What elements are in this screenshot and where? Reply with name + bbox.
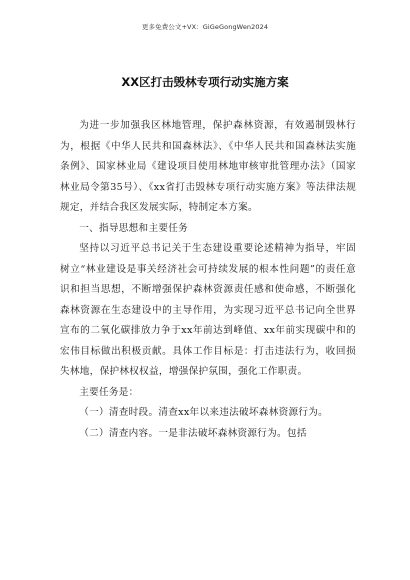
document-title: XX区打击毁林专项行动实施方案 — [121, 75, 289, 89]
document-body — [60, 116, 356, 444]
task-item-1: （一）清查时段。清查xx年以来违法破坏森林资源行为。 — [79, 407, 329, 418]
task-item-2: （二）清查内容。一是非法破坏森林资源行为。包括 — [79, 427, 307, 439]
intro-paragraph: 为进一步加强我区林地管理，保护森林资源，有效遏制毁林行为，根据《中华人民共和国森林法》、《中华人民共和国森林法实施条例》、国家林业局《建设项目使用林地审核审批管理办法》（国家林业局令第35号）、《xx省打击毁林专项行动实施方案》等法律法规规定，并结合我区发展实际，特制定本方案。 — [60, 120, 356, 213]
guiding-ideology-paragraph: 坚持以习近平总书记关于生态建设重要论述精神为指导，牢固树立“林业建设是事关经济社会可持续发展的根本性问题”的责任意识和担当思想，不断增强保护森林资源责任感和使命感，不断强化森林资源在生态建设中的主导作用，为实现习近平总书记向全世界宣布的二氧化碳排放力争于xx年前达到峰值、xx年前实现碳中和的宏伟目标做出积极贡献。具体工作目标是：打击违法行为，收回损失林地，保护林权权益，增强保护氛围，强化工作职责。 — [60, 243, 356, 377]
section-heading: 一、指导思想和主要任务 — [79, 222, 189, 234]
main-tasks-heading: 主要任务是： — [79, 386, 139, 398]
header-note: 更多免费公文+VX：GiGeGongWen2024 — [141, 23, 269, 31]
